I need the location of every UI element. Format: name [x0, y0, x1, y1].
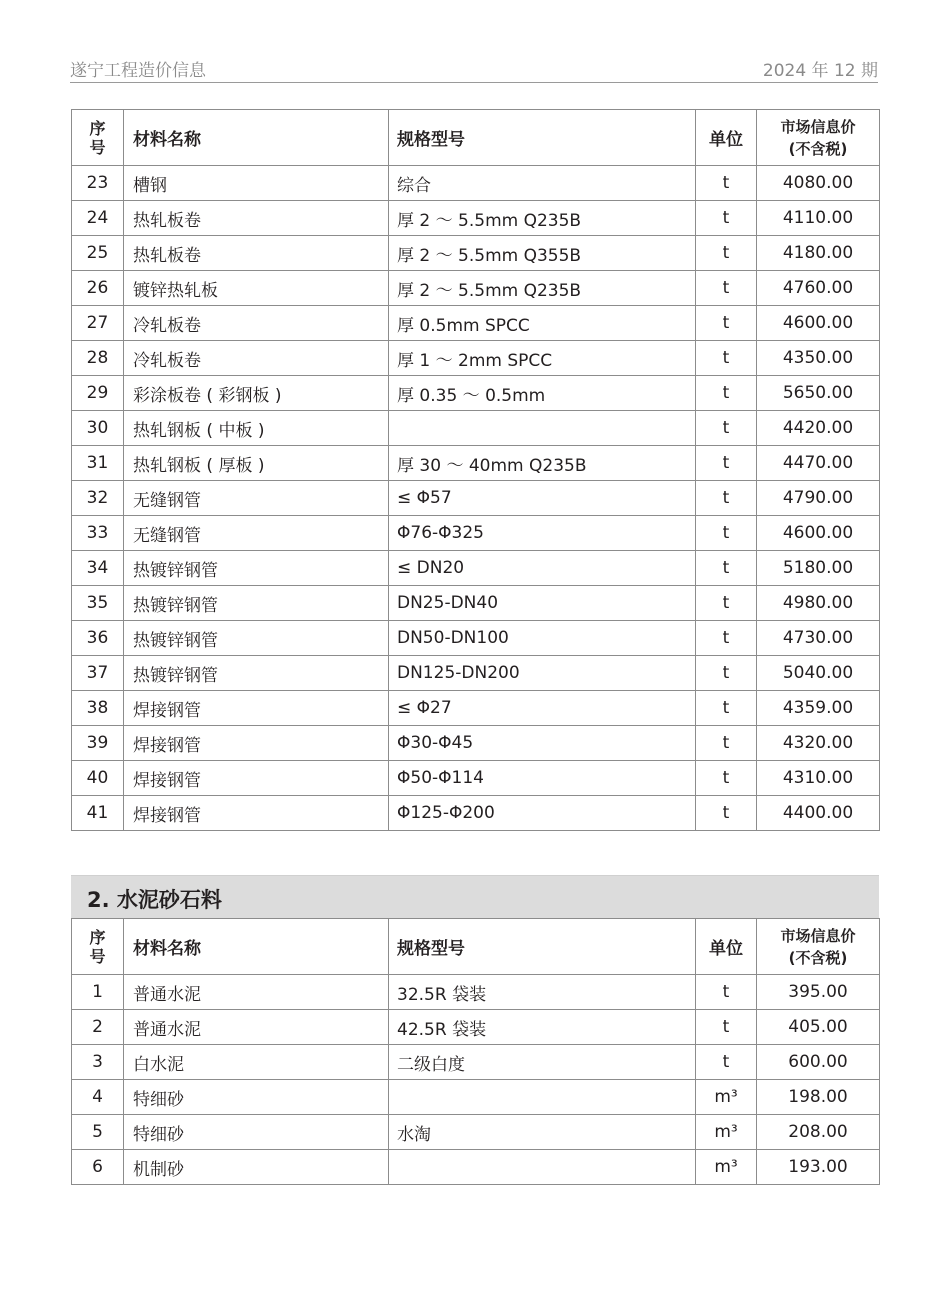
table-header-row [72, 110, 880, 166]
material-name: 热镀锌钢管 [124, 551, 389, 586]
header-spec: 规格型号 [389, 110, 696, 166]
market-price: 405.00 [757, 1010, 880, 1045]
spec-model: 厚 0.35 ～ 0.5mm [389, 376, 696, 411]
material-name: 热轧钢板 ( 中板 ) [124, 411, 389, 446]
table2-body [72, 975, 880, 1185]
market-price: 208.00 [757, 1115, 880, 1150]
unit: m³ [696, 1150, 757, 1185]
spec-model: 厚 1 ～ 2mm SPCC [389, 341, 696, 376]
market-price: 4180.00 [757, 236, 880, 271]
spec-model: DN25-DN40 [389, 586, 696, 621]
row-number: 39 [72, 726, 124, 761]
header-name: 材料名称 [124, 919, 389, 975]
market-price: 4110.00 [757, 201, 880, 236]
material-name: 热镀锌钢管 [124, 621, 389, 656]
material-name: 冷轧板卷 [124, 341, 389, 376]
table-row [72, 621, 880, 656]
table-row [72, 166, 880, 201]
market-price: 4359.00 [757, 691, 880, 726]
row-number: 30 [72, 411, 124, 446]
spec-model: ≤ Φ57 [389, 481, 696, 516]
publication-title: 遂宁工程造价信息 [70, 61, 206, 81]
row-number: 37 [72, 656, 124, 691]
market-price: 4980.00 [757, 586, 880, 621]
market-price: 4310.00 [757, 761, 880, 796]
table-row [72, 1150, 880, 1185]
spec-model: DN125-DN200 [389, 656, 696, 691]
spec-model: 厚 2 ～ 5.5mm Q235B [389, 271, 696, 306]
unit: t [696, 1010, 757, 1045]
row-number: 35 [72, 586, 124, 621]
spec-model [389, 411, 696, 446]
unit: t [696, 481, 757, 516]
issue-number: 2024 年 12 期 [762, 61, 878, 81]
unit: t [696, 656, 757, 691]
table-row [72, 726, 880, 761]
table-row [72, 551, 880, 586]
cement-sand-price-table [71, 918, 880, 1185]
spec-model: 42.5R 袋装 [389, 1010, 696, 1045]
header-unit: 单位 [696, 110, 757, 166]
table-header-row [72, 919, 880, 975]
unit: t [696, 341, 757, 376]
market-price: 395.00 [757, 975, 880, 1010]
row-number: 4 [72, 1080, 124, 1115]
market-price: 5180.00 [757, 551, 880, 586]
unit: t [696, 166, 757, 201]
row-number: 25 [72, 236, 124, 271]
row-number: 32 [72, 481, 124, 516]
header-no: 序 号 [72, 110, 124, 166]
unit: t [696, 201, 757, 236]
material-name: 热镀锌钢管 [124, 586, 389, 621]
material-name: 无缝钢管 [124, 481, 389, 516]
market-price: 4420.00 [757, 411, 880, 446]
table-row [72, 201, 880, 236]
table-row [72, 306, 880, 341]
material-name: 普通水泥 [124, 975, 389, 1010]
unit: t [696, 1045, 757, 1080]
spec-model [389, 1080, 696, 1115]
market-price: 4320.00 [757, 726, 880, 761]
unit: t [696, 761, 757, 796]
material-name: 焊接钢管 [124, 691, 389, 726]
spec-model: 水淘 [389, 1115, 696, 1150]
row-number: 33 [72, 516, 124, 551]
spec-model: 厚 30 ～ 40mm Q235B [389, 446, 696, 481]
row-number: 36 [72, 621, 124, 656]
table-row [72, 481, 880, 516]
spec-model: ≤ Φ27 [389, 691, 696, 726]
unit: t [696, 975, 757, 1010]
header-unit: 单位 [696, 919, 757, 975]
table-row [72, 446, 880, 481]
material-name: 冷轧板卷 [124, 306, 389, 341]
market-price: 4400.00 [757, 796, 880, 831]
market-price: 4600.00 [757, 516, 880, 551]
row-number: 2 [72, 1010, 124, 1045]
material-name: 热轧板卷 [124, 236, 389, 271]
market-price: 4790.00 [757, 481, 880, 516]
spec-model: 32.5R 袋装 [389, 975, 696, 1010]
table-row [72, 796, 880, 831]
spec-model [389, 1150, 696, 1185]
spec-model: DN50-DN100 [389, 621, 696, 656]
material-name: 焊接钢管 [124, 761, 389, 796]
header-no: 序 号 [72, 919, 124, 975]
unit: t [696, 516, 757, 551]
table-row [72, 761, 880, 796]
spec-model: Φ30-Φ45 [389, 726, 696, 761]
section-heading [71, 875, 879, 919]
row-number: 28 [72, 341, 124, 376]
row-number: 38 [72, 691, 124, 726]
table-row [72, 586, 880, 621]
row-number: 3 [72, 1045, 124, 1080]
row-number: 29 [72, 376, 124, 411]
table-row [72, 271, 880, 306]
table-row [72, 1045, 880, 1080]
row-number: 27 [72, 306, 124, 341]
table-row [72, 975, 880, 1010]
unit: t [696, 586, 757, 621]
material-name: 焊接钢管 [124, 796, 389, 831]
market-price: 4730.00 [757, 621, 880, 656]
market-price: 4600.00 [757, 306, 880, 341]
table-row [72, 656, 880, 691]
header-name: 材料名称 [124, 110, 389, 166]
table-row [72, 1010, 880, 1045]
material-name: 热轧板卷 [124, 201, 389, 236]
unit: t [696, 236, 757, 271]
material-name: 特细砂 [124, 1080, 389, 1115]
spec-model: 厚 2 ～ 5.5mm Q235B [389, 201, 696, 236]
market-price: 4350.00 [757, 341, 880, 376]
market-price: 4760.00 [757, 271, 880, 306]
page-header [70, 54, 878, 83]
unit: t [696, 376, 757, 411]
spec-model: 二级白度 [389, 1045, 696, 1080]
table-row [72, 376, 880, 411]
row-number: 5 [72, 1115, 124, 1150]
market-price: 4080.00 [757, 166, 880, 201]
row-number: 23 [72, 166, 124, 201]
table-row [72, 1080, 880, 1115]
material-name: 机制砂 [124, 1150, 389, 1185]
spec-model: 厚 2 ～ 5.5mm Q355B [389, 236, 696, 271]
table1-body [72, 166, 880, 831]
header-price: 市场信息价 (不含税) [757, 919, 880, 975]
row-number: 1 [72, 975, 124, 1010]
spec-model: 厚 0.5mm SPCC [389, 306, 696, 341]
unit: t [696, 271, 757, 306]
material-name: 镀锌热轧板 [124, 271, 389, 306]
table-row [72, 236, 880, 271]
material-name: 焊接钢管 [124, 726, 389, 761]
unit: t [696, 691, 757, 726]
unit: t [696, 551, 757, 586]
row-number: 24 [72, 201, 124, 236]
market-price: 5650.00 [757, 376, 880, 411]
header-spec: 规格型号 [389, 919, 696, 975]
header-price: 市场信息价 (不含税) [757, 110, 880, 166]
row-number: 31 [72, 446, 124, 481]
row-number: 26 [72, 271, 124, 306]
spec-model: Φ125-Φ200 [389, 796, 696, 831]
unit: t [696, 621, 757, 656]
unit: t [696, 446, 757, 481]
unit: t [696, 306, 757, 341]
row-number: 41 [72, 796, 124, 831]
market-price: 4470.00 [757, 446, 880, 481]
table-row [72, 691, 880, 726]
unit: m³ [696, 1080, 757, 1115]
row-number: 34 [72, 551, 124, 586]
unit: t [696, 726, 757, 761]
spec-model: 综合 [389, 166, 696, 201]
section-title: 2. 水泥砂石料 [87, 888, 222, 912]
table-row [72, 411, 880, 446]
spec-model: Φ50-Φ114 [389, 761, 696, 796]
market-price: 193.00 [757, 1150, 880, 1185]
table-row [72, 341, 880, 376]
table-row [72, 516, 880, 551]
material-name: 槽钢 [124, 166, 389, 201]
table-row [72, 1115, 880, 1150]
material-name: 热镀锌钢管 [124, 656, 389, 691]
material-name: 彩涂板卷 ( 彩钢板 ) [124, 376, 389, 411]
row-number: 6 [72, 1150, 124, 1185]
steel-price-table [71, 109, 880, 831]
material-name: 白水泥 [124, 1045, 389, 1080]
market-price: 198.00 [757, 1080, 880, 1115]
material-name: 特细砂 [124, 1115, 389, 1150]
material-name: 普通水泥 [124, 1010, 389, 1045]
spec-model: Φ76-Φ325 [389, 516, 696, 551]
market-price: 600.00 [757, 1045, 880, 1080]
material-name: 热轧钢板 ( 厚板 ) [124, 446, 389, 481]
row-number: 40 [72, 761, 124, 796]
spec-model: ≤ DN20 [389, 551, 696, 586]
market-price: 5040.00 [757, 656, 880, 691]
unit: t [696, 411, 757, 446]
material-name: 无缝钢管 [124, 516, 389, 551]
unit: m³ [696, 1115, 757, 1150]
unit: t [696, 796, 757, 831]
